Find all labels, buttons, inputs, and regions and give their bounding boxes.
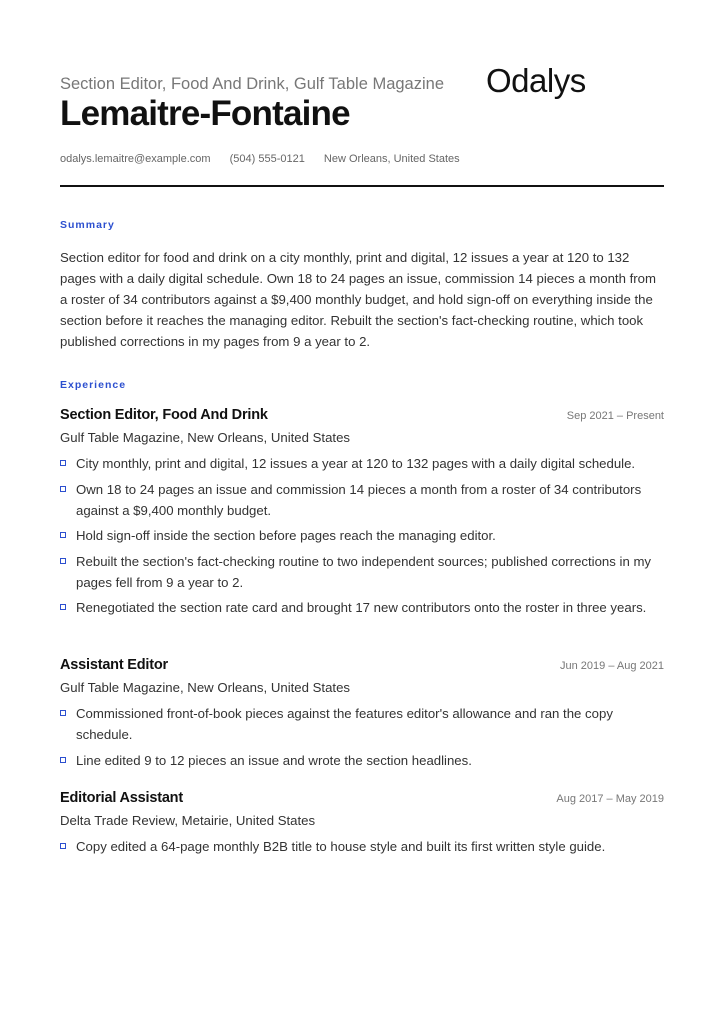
square-bullet-icon (60, 486, 66, 492)
bullet-item (60, 525, 664, 546)
bullet-text: Hold sign-off inside the section before pages reach the managing editor. (76, 528, 496, 543)
bullet-item (60, 750, 664, 771)
bullet-item (60, 597, 664, 618)
square-bullet-icon (60, 710, 66, 716)
square-bullet-icon (60, 558, 66, 564)
job-bullets (60, 703, 664, 771)
job-organization: Gulf Table Magazine, New Orleans, United States (60, 680, 351, 695)
job-title: Assistant Editor (60, 657, 168, 673)
job-entry (60, 407, 664, 623)
square-bullet-icon (60, 604, 66, 610)
job-header (60, 790, 664, 810)
summary-text: Section editor for food and drink on a city monthly, print and digital, 12 issues a year at 120 to 132 pages with a daily digital schedule. Own 18 to 24 pages an issue, commission 14 pieces a month from a roster of 34 contributors against a $9,400 monthly budget, and hold sign-off on everything inside the section before it reaches the managing editor. Rebuilt the section's fact-checking routine, which took published corrections in my pages from 9 a year to 2. (60, 250, 656, 349)
contact-line (60, 153, 476, 165)
bullet-item (60, 703, 664, 745)
job-title: Editorial Assistant (60, 790, 183, 806)
job-header (60, 657, 664, 677)
bullet-text: Renegotiated the section rate card and brought 17 new contributors onto the roster in three years. (76, 600, 647, 615)
bullet-item (60, 479, 664, 521)
resume-header (60, 0, 664, 186)
contact-phone[interactable]: (504) 555-0121 (229, 153, 305, 165)
job-title: Section Editor, Food And Drink (60, 407, 268, 423)
headline-subtitle: Section Editor, Food And Drink, Gulf Table Magazine (60, 75, 444, 93)
square-bullet-icon (60, 757, 66, 763)
first-name: Odalys (486, 62, 586, 99)
bullet-text: City monthly, print and digital, 12 issues a year at 120 to 132 pages with a daily digital schedule. (76, 456, 636, 471)
summary-heading: Summary (60, 219, 115, 231)
job-entry (60, 657, 664, 775)
job-dates: Aug 2017 – May 2019 (556, 793, 664, 805)
bullet-item (60, 551, 664, 593)
bullet-text: Rebuilt the section's fact-checking routine to two independent sources; published corrections in my pages fell from 9 a year to 2. (76, 553, 652, 590)
job-organization: Delta Trade Review, Metairie, United States (60, 813, 316, 828)
job-entry (60, 790, 664, 862)
contact-email[interactable]: odalys.lemaitre@example.com (60, 153, 211, 165)
last-name: Lemaitre-Fontaine (60, 94, 350, 133)
job-dates: Jun 2019 – Aug 2021 (560, 660, 664, 672)
square-bullet-icon (60, 532, 66, 538)
square-bullet-icon (60, 460, 66, 466)
job-dates: Sep 2021 – Present (566, 410, 664, 422)
bullet-text: Own 18 to 24 pages an issue and commission 14 pieces a month from a roster of 34 contributors against a $9,400 monthly budget. (76, 481, 642, 518)
job-header (60, 407, 664, 427)
header-divider (60, 185, 664, 187)
job-bullets (60, 836, 664, 857)
bullet-text: Copy edited a 64-page monthly B2B title to house style and built its first written style guide. (76, 839, 606, 854)
square-bullet-icon (60, 843, 66, 849)
bullet-text: Commissioned front-of-book pieces against the features editor's allowance and ran the copy schedule. (76, 706, 613, 742)
job-bullets (60, 453, 664, 618)
resume-page (60, 0, 664, 854)
bullet-text: Line edited 9 to 12 pieces an issue and wrote the section headlines. (76, 752, 472, 768)
bullet-item (60, 836, 664, 857)
contact-location: New Orleans, United States (323, 153, 460, 165)
bullet-item (60, 453, 664, 474)
job-organization: Gulf Table Magazine, New Orleans, United States (60, 430, 351, 445)
experience-heading: Experience (60, 379, 127, 391)
